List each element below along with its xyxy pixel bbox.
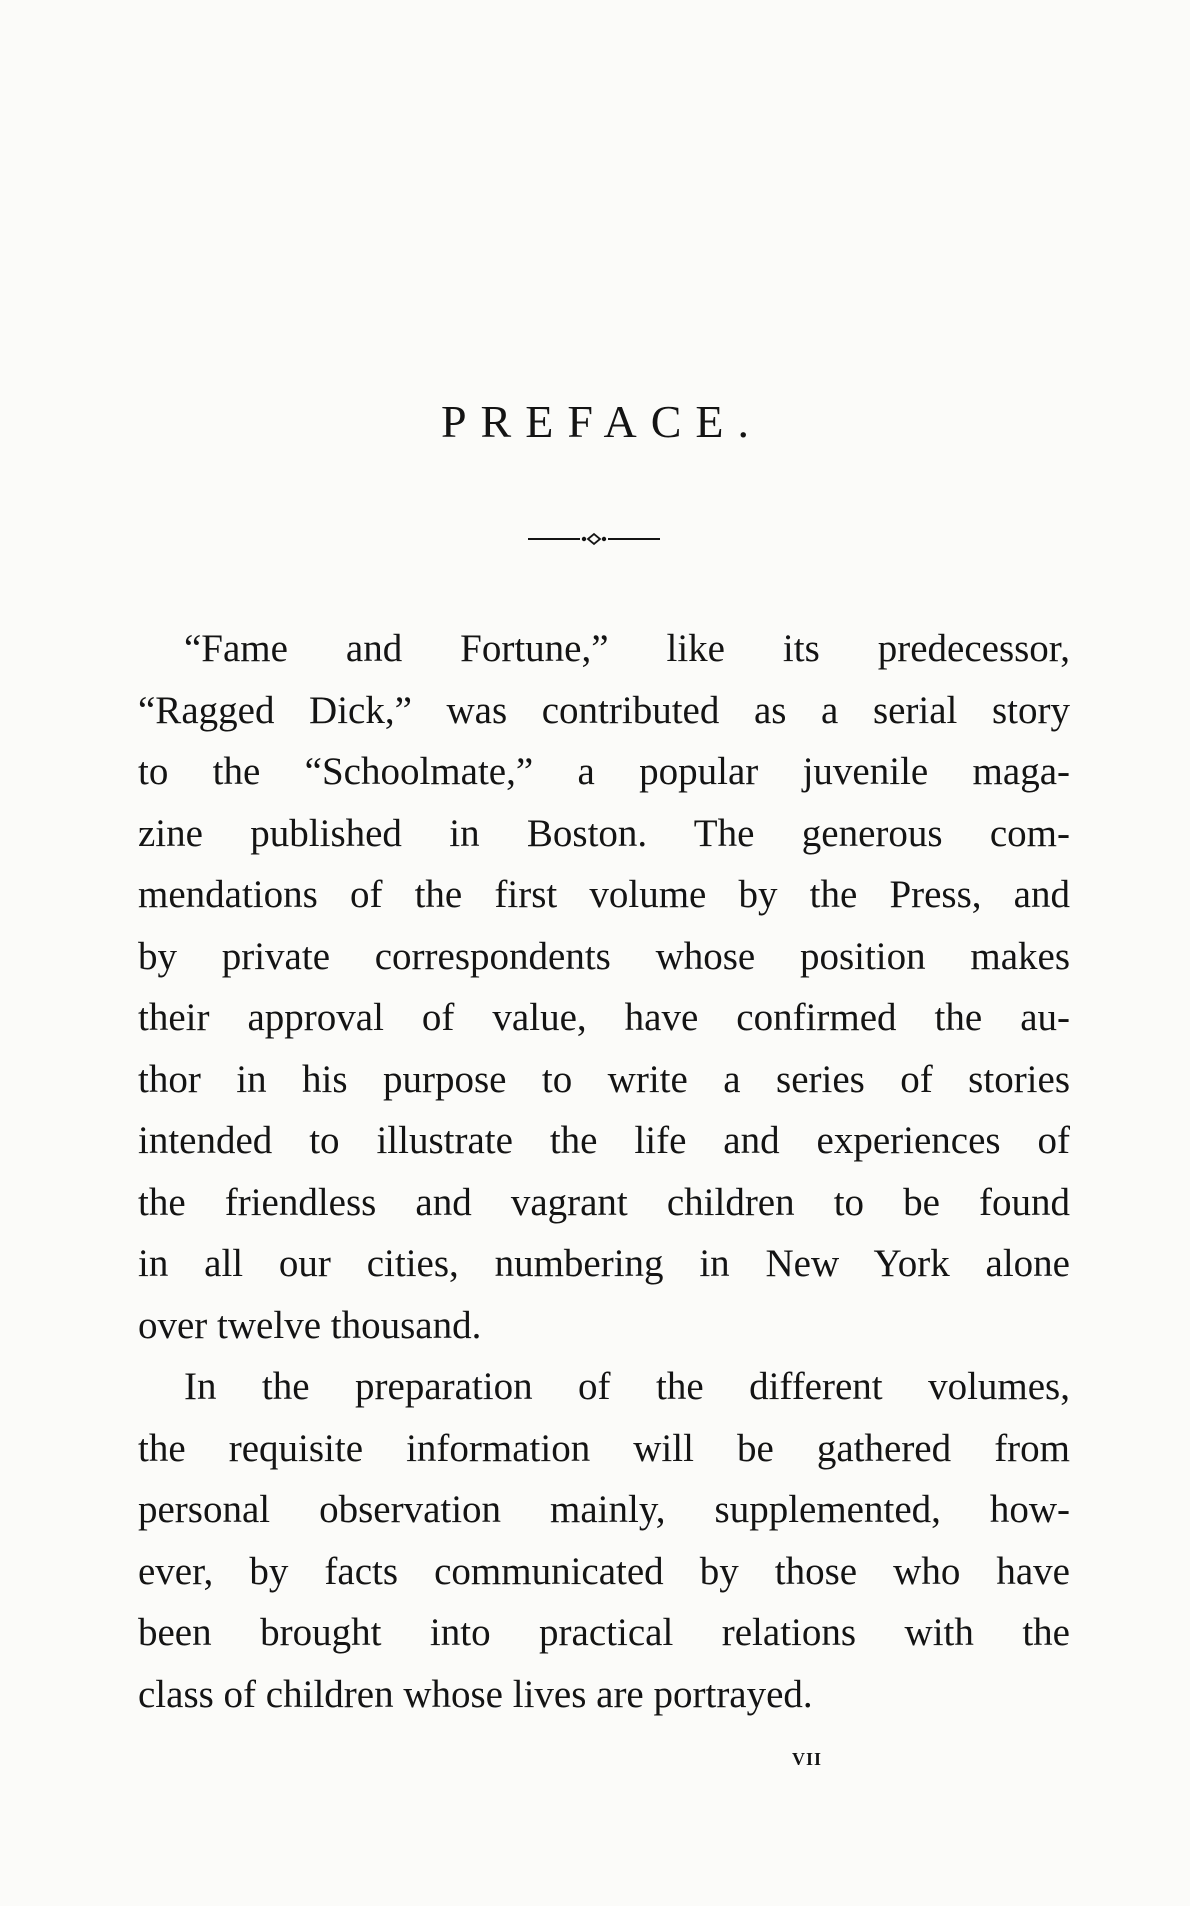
text-line: over twelve thousand. bbox=[138, 1303, 482, 1347]
text-line: zine published in Boston. The generous com- bbox=[138, 811, 1070, 855]
text-line: personal observation mainly, supplemented, how- bbox=[138, 1488, 1070, 1531]
ornament-divider-icon bbox=[528, 532, 660, 546]
text-line: the friendless and vagrant children to be found bbox=[138, 1180, 1070, 1224]
text-line: been brought into practical relations with the bbox=[138, 1611, 1070, 1654]
preface-body bbox=[138, 618, 1070, 1725]
text-line: the requisite information will be gathered from bbox=[138, 1426, 1070, 1470]
text-line: intended to illustrate the life and experiences of bbox=[138, 1119, 1070, 1162]
text-line: In the preparation of the different volumes, bbox=[184, 1365, 1070, 1408]
page-number: vii bbox=[792, 1742, 823, 1771]
text-line: “Ragged Dick,” was contributed as a serial story bbox=[138, 688, 1070, 732]
page-title: PREFACE. bbox=[440, 396, 764, 447]
text-line: mendations of the first volume by the Press, and bbox=[138, 873, 1070, 916]
text-line: class of children whose lives are portrayed. bbox=[138, 1672, 813, 1716]
text-line: ever, by facts communicated by those who have bbox=[138, 1549, 1070, 1593]
text-line: to the “Schoolmate,” a popular juvenile maga- bbox=[138, 750, 1070, 793]
text-line: “Fame and Fortune,” like its predecessor, bbox=[184, 627, 1070, 670]
text-line: in all our cities, numbering in New York alone bbox=[138, 1242, 1070, 1285]
text-line: thor in his purpose to write a series of stories bbox=[138, 1057, 1070, 1101]
text-line: by private correspondents whose position makes bbox=[138, 934, 1070, 978]
text-line: their approval of value, have confirmed the au- bbox=[138, 996, 1070, 1039]
